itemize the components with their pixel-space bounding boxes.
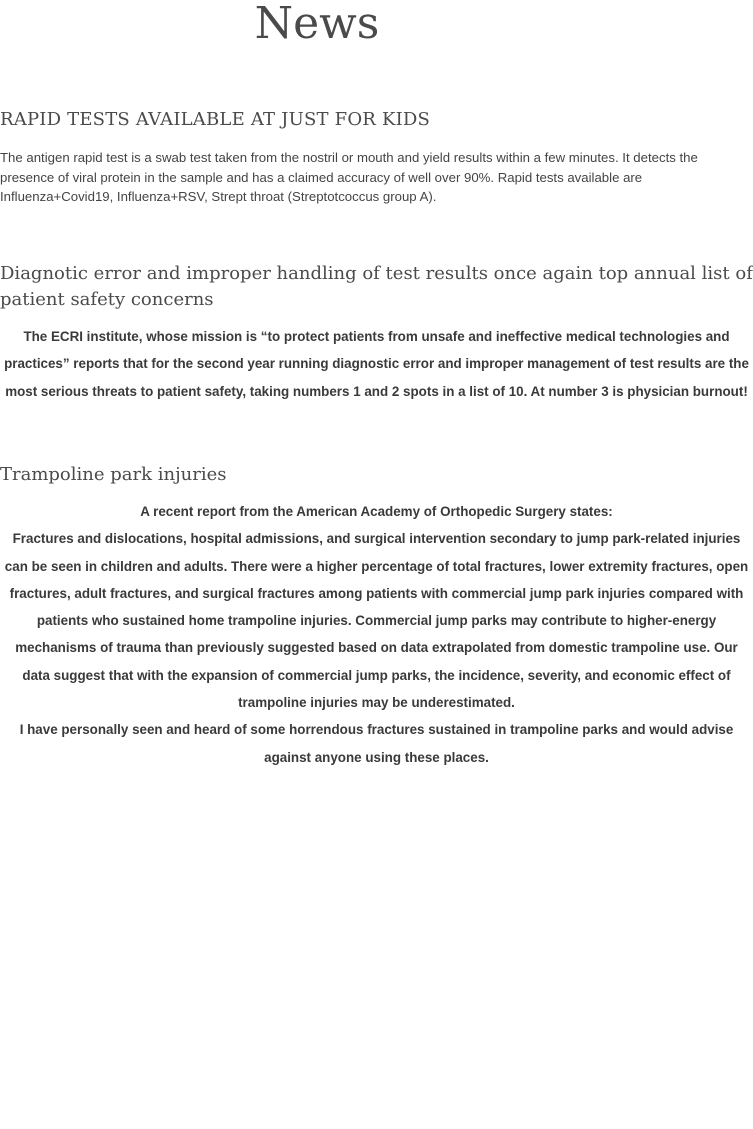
- article-heading: Trampoline park injuries: [0, 464, 227, 485]
- page-title: News: [254, 0, 380, 49]
- article-heading: RAPID TESTS AVAILABLE AT JUST FOR KIDS: [0, 109, 431, 130]
- article-diagnostic-error: [0, 261, 753, 405]
- article-trampoline-injuries: [0, 462, 753, 771]
- article-heading: Diagnotic error and improper handling of test results once again top annual list of patient safety concerns: [0, 263, 753, 310]
- article-paragraph: Fractures and dislocations, hospital admissions, and surgical intervention secondary to jump park-related injuries can be seen in children and adults. There were a higher percentage of total fractures, lower extremity fractures, open fractures, adult fractures, and surgical fractures among patients with commercial jump park injuries compared with patients who sustained home trampoline injuries. Commercial jump parks may contribute to higher-energy mechanisms of trauma than previously suggested based on data extrapolated from domestic trampoline use. Our data suggest that with the expansion of commercial jump parks, the incidence, severity, and economic effect of trampoline injuries may be underestimated.: [4, 531, 749, 711]
- article-paragraph: I have personally seen and heard of some horrendous fractures sustained in trampoline parks and would advise against anyone using these places.: [19, 722, 734, 765]
- article-paragraph: A recent report from the American Academy of Orthopedic Surgery states:: [140, 504, 613, 519]
- article-paragraph: The ECRI institute, whose mission is “to protect patients from unsafe and ineffective medical technologies and practices” reports that for the second year running diagnostic error and improper management of test results are the most serious threats to patient safety, taking numbers 1 and 2 spots in a list of 10. At number 3 is physician burnout!: [4, 329, 749, 399]
- article-rapid-tests: [0, 108, 753, 207]
- article-paragraph: The antigen rapid test is a swab test taken from the nostril or mouth and yield results within a few minutes. It detects the presence of viral protein in the sample and has a claimed accuracy of well over 90%. Rapid tests available are Influenza+Covid19, Influenza+RSV, Strept throat (Streptotcoccus group A).: [0, 150, 698, 204]
